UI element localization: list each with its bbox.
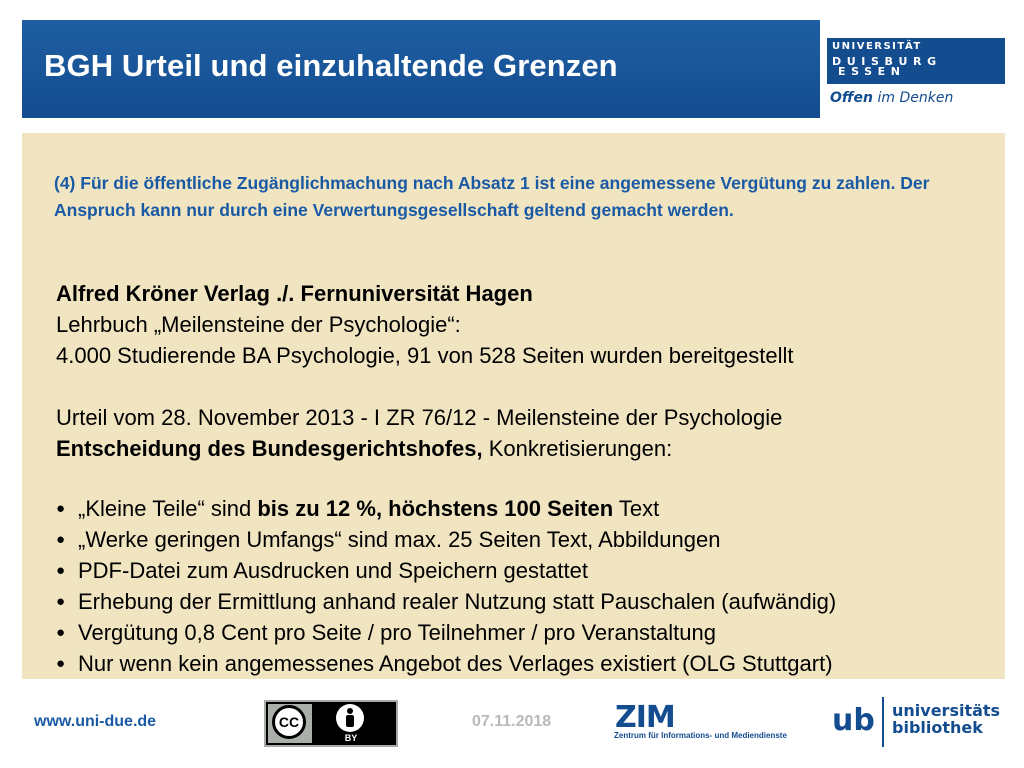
bullet-bold: bis zu 12 %, höchstens 100 Seiten — [257, 496, 614, 521]
case-book: Lehrbuch „Meilensteine der Psychologie“: — [56, 312, 461, 337]
ub-logo: ub — [832, 703, 875, 738]
list-item — [56, 555, 996, 586]
person-icon-head — [347, 708, 353, 714]
bullet-icon: ● — [56, 500, 66, 517]
ub-divider — [882, 697, 884, 747]
bullet-text: Nur wenn kein angemessenes Angebot des Verlages existiert (OLG Stuttgart) — [78, 651, 833, 676]
slide-title: BGH Urteil und einzuhaltende Grenzen — [44, 48, 618, 83]
logo-line-essen: ESSEN — [838, 65, 906, 78]
footer-date: 07.11.2018 — [472, 713, 552, 730]
case-facts: 4.000 Studierende BA Psychologie, 91 von 528 Seiten wurden bereitgestellt — [56, 343, 794, 368]
bullet-icon: ● — [56, 624, 66, 641]
case-parties: Alfred Kröner Verlag ./. Fernuniversität Hagen — [56, 281, 533, 306]
bullet-icon: ● — [56, 593, 66, 610]
logo-line-universitaet: UNIVERSITÄT — [832, 41, 922, 52]
logo-line-duisburg: DUISBURG — [832, 55, 942, 68]
bullet-icon: ● — [56, 562, 66, 579]
ub-name — [892, 702, 1000, 736]
list-item — [56, 648, 996, 679]
law-quote: (4) Für die öffentliche Zugänglichmachung nach Absatz 1 ist eine angemessene Vergütung zu zahlen. Der Anspruch kann nur durch eine Verwertungsgesellschaft geltend gemacht werden. — [54, 173, 930, 220]
list-item — [56, 524, 996, 555]
slogan-rest: im Denken — [873, 90, 954, 106]
person-icon — [336, 704, 364, 732]
ub-name-line2: bibliothek — [892, 718, 983, 737]
person-icon-body — [346, 715, 354, 727]
bullet-pre: „Kleine Teile“ sind — [78, 496, 258, 521]
bullet-icon: ● — [56, 531, 66, 548]
list-item — [56, 493, 996, 524]
list-item — [56, 617, 996, 648]
footer-url-link[interactable]: www.uni-due.de — [34, 713, 157, 730]
case-decision — [56, 433, 986, 464]
bullet-icon: ● — [56, 655, 66, 672]
decision-rest: Konkretisierungen: — [482, 436, 673, 461]
zim-subtitle: Zentrum für Informations- und Mediendienste — [614, 731, 787, 740]
decision-bold: Entscheidung des Bundesgerichtshofes, — [56, 436, 483, 461]
bullet-text: „Werke geringen Umfangs“ sind max. 25 Seiten Text, Abbildungen — [78, 527, 721, 552]
cc-icon: CC — [272, 705, 306, 739]
bullet-list — [56, 493, 996, 679]
by-label: BY — [344, 733, 358, 743]
slogan-bold: Offen — [830, 90, 874, 106]
bullet-text: PDF-Datei zum Ausdrucken und Speichern gestattet — [78, 558, 588, 583]
bullet-text: Erhebung der Ermittlung anhand realer Nutzung statt Pauschalen (aufwändig) — [78, 589, 837, 614]
case-judgment: Urteil vom 28. November 2013 - I ZR 76/12 - Meilensteine der Psychologie — [56, 405, 783, 430]
list-item — [56, 586, 996, 617]
spacer — [56, 371, 986, 402]
bullet-text: Vergütung 0,8 Cent pro Seite / pro Teilnehmer / pro Veranstaltung — [78, 620, 716, 645]
cc-by-license-badge[interactable] — [264, 700, 398, 747]
ub-name-line1: universitäts — [892, 701, 1001, 720]
case-description — [56, 278, 986, 464]
zim-logo: ZIM — [615, 700, 675, 735]
bullet-post: Text — [613, 496, 660, 521]
logo-slogan — [830, 90, 953, 106]
